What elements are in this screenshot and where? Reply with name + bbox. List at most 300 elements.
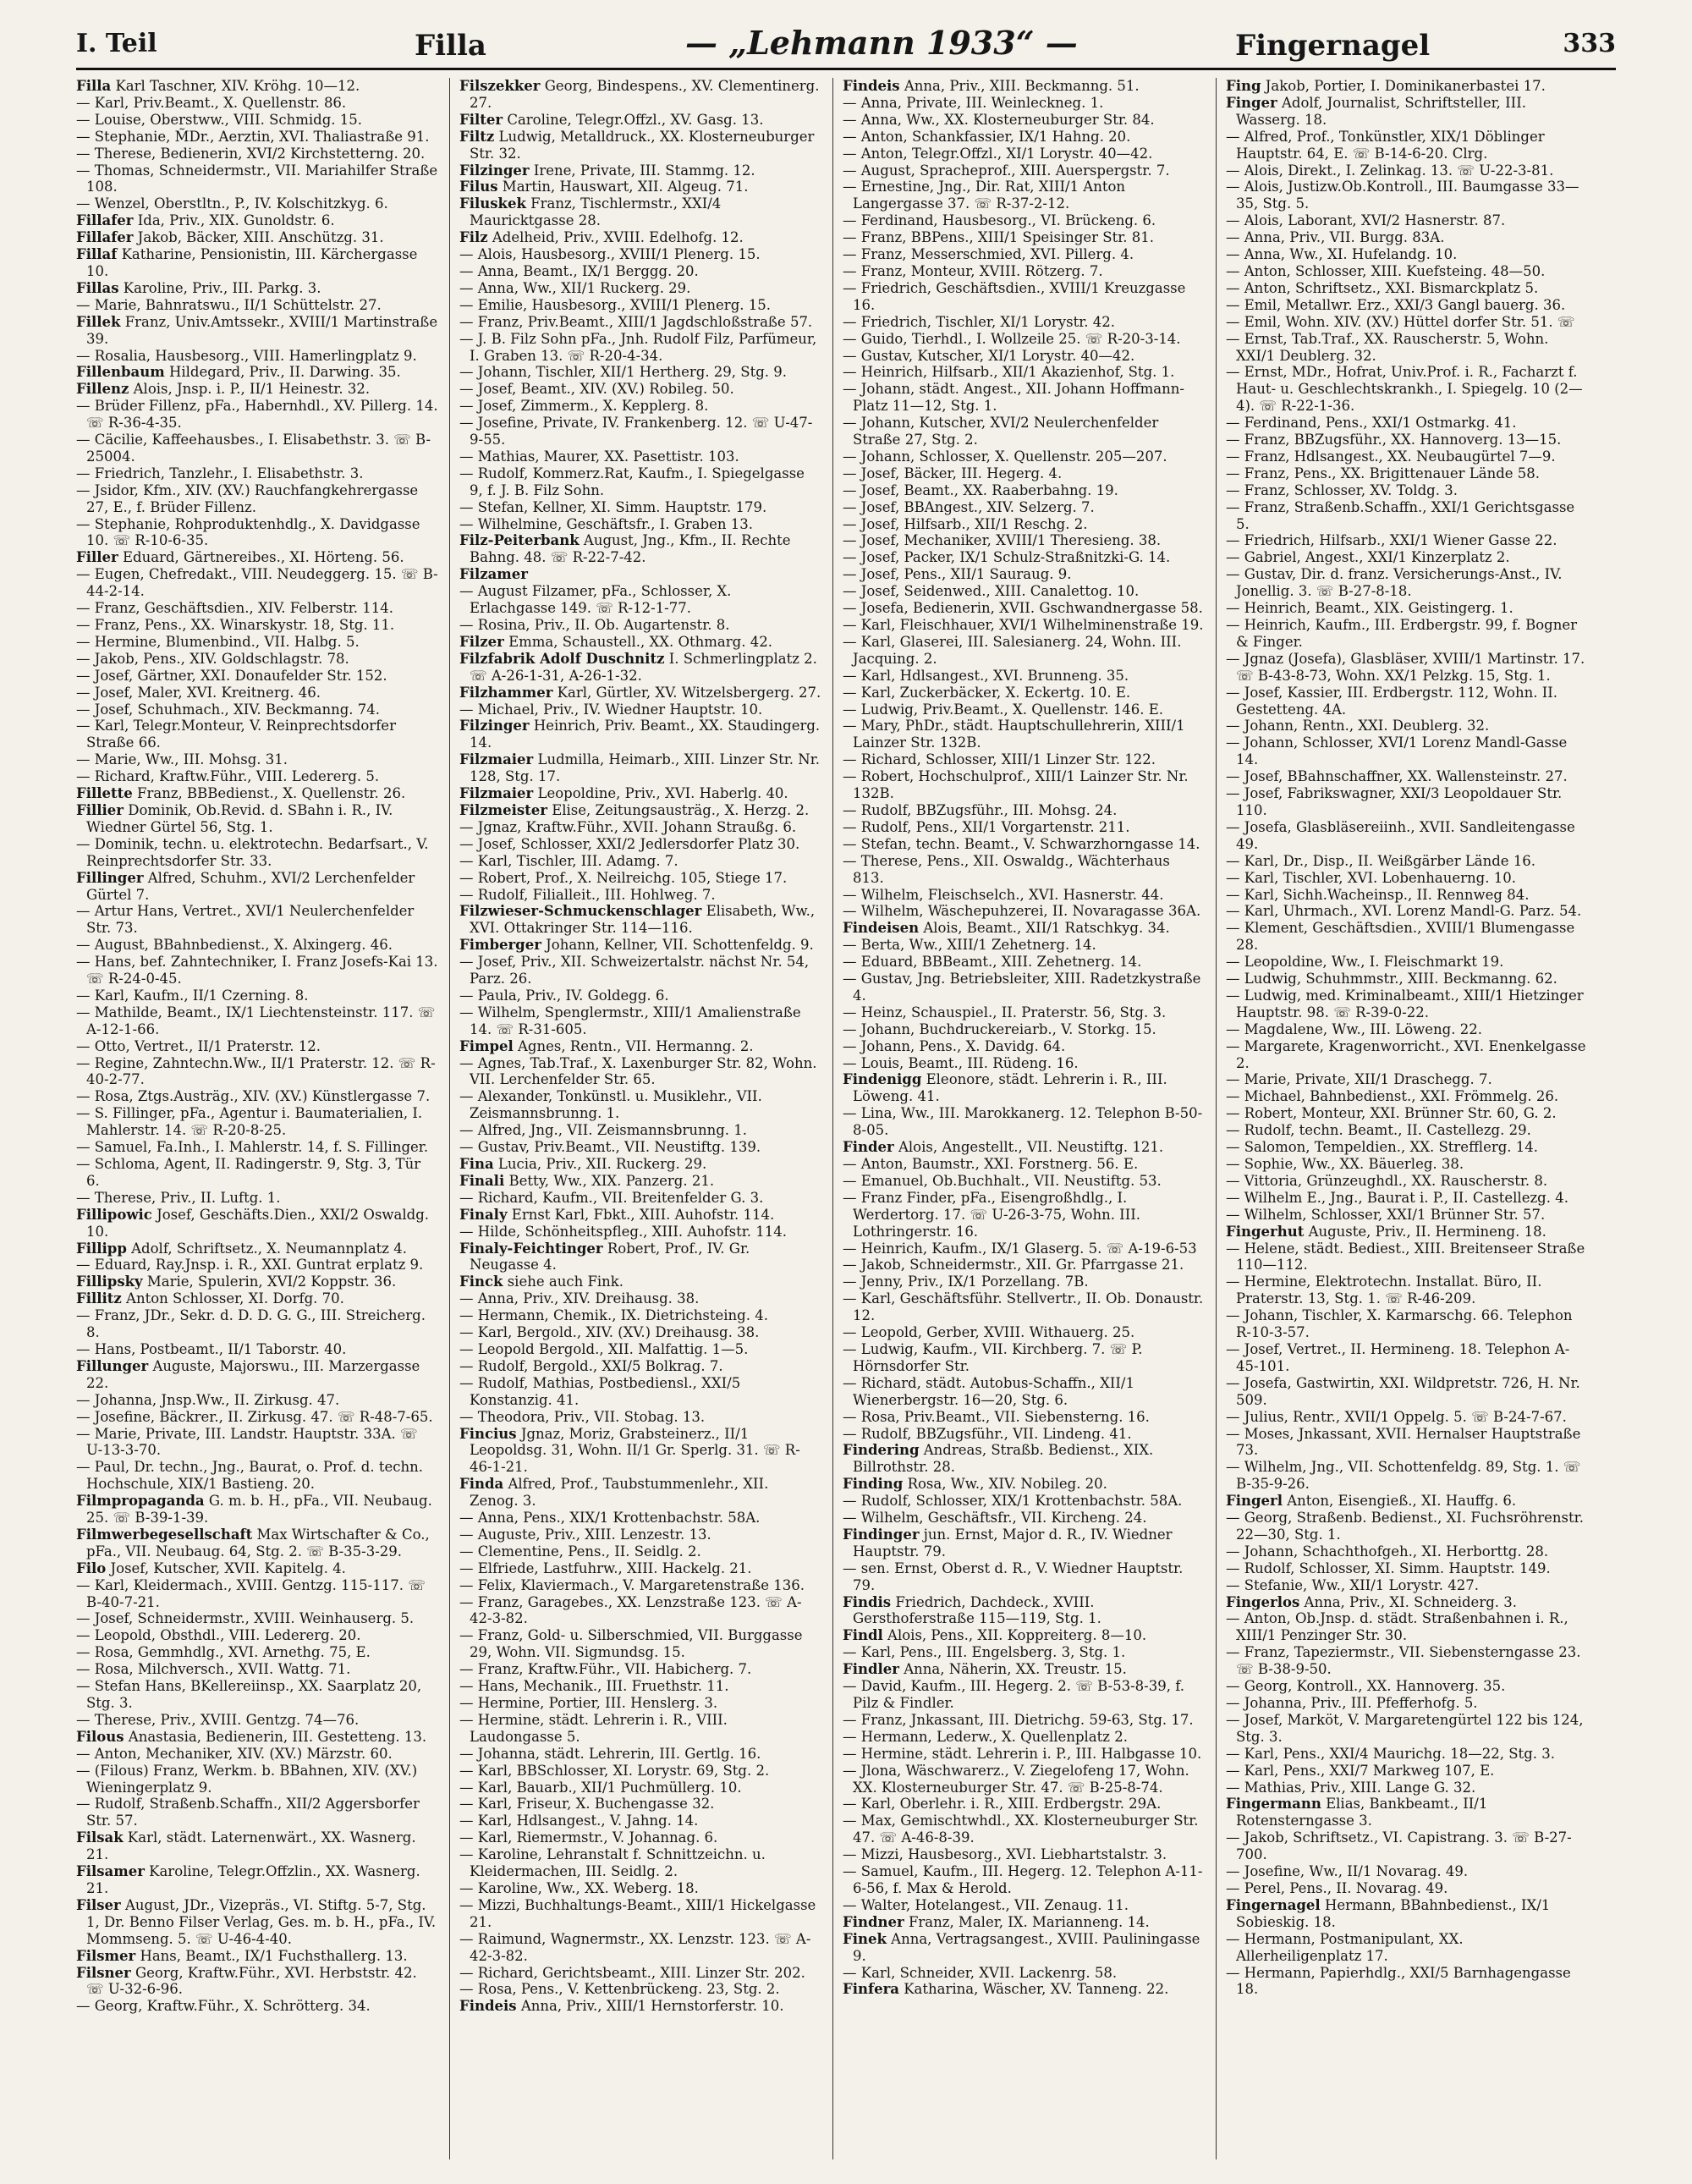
directory-entry — [1226, 78, 1588, 95]
column-1 — [76, 78, 438, 2159]
column-3 — [843, 78, 1205, 2159]
directory-entry — [76, 229, 438, 246]
entry-details: — Ludwig, Priv.Beamt., X. Quellenstr. 146. E. — [843, 701, 1163, 718]
entry-details: — Josef, Fabrikswagner, XXI/3 Leopoldauer Str. 110. — [1226, 785, 1563, 818]
directory-entry — [843, 1931, 1205, 1965]
directory-entry — [843, 701, 1205, 718]
directory-entry — [459, 499, 821, 516]
directory-entry — [459, 179, 821, 195]
entry-details: — Heinrich, Kaufm., III. Erdbergstr. 99, f. Bogner & Finger. — [1226, 617, 1577, 650]
entry-details: Lucia, Priv., XII. Ruckerg. 29. — [497, 1156, 707, 1172]
directory-entry — [843, 1981, 1205, 1998]
entry-details: — Josef, Priv., XII. Schweizertalstr. nächst Nr. 54, Parz. 26. — [459, 954, 810, 987]
entry-details: Auguste, Majorswu., III. Marzergasse 22. — [86, 1357, 420, 1391]
entry-details: — Jgnaz, Kraftw.Führ., XVII. Johann Straußg. 6. — [459, 818, 797, 835]
directory-entry — [459, 314, 821, 331]
entry-surname: Findl — [843, 1627, 883, 1644]
entry-details: — Salomon, Tempeldien., XX. Strefflerg. 14. — [1226, 1139, 1539, 1156]
entry-details: — Franz Finder, pFa., Eisengroßhdlg., I. Werdertorg. 17. ☏ U-26-3-75, Wohn. III. Lothringerstr. 16. — [843, 1189, 1140, 1240]
entry-details: — Georg, Kontroll., XX. Hannoverg. 35. — [1226, 1678, 1506, 1695]
entry-surname: Filsner — [76, 1964, 131, 1981]
entry-details: — Emil, Wohn. XIV. (XV.) Hüttel dorfer Str. 51. ☏ — [1226, 313, 1575, 330]
directory-entry — [459, 1998, 821, 2015]
entry-details: — Ferdinand, Hausbesorg., VI. Brückeng. 6. — [843, 212, 1156, 229]
directory-entry — [459, 1527, 821, 1543]
column-divider — [832, 78, 833, 2159]
directory-entry — [459, 1712, 821, 1746]
entry-details: — Karl, Bergold., XIV. (XV.) Dreihausg. 38. — [459, 1324, 760, 1341]
entry-details: — Wilhelm, Jng., VII. Schottenfeldg. 89, Stg. 1. ☏ B-35-9-26. — [1226, 1459, 1581, 1493]
entry-details: — Hermine, städt. Lehrerin i. R., VIII. Laudongasse 5. — [459, 1711, 728, 1745]
directory-entry — [843, 179, 1205, 212]
directory-entry — [1226, 1459, 1588, 1493]
entry-details: — Heinrich, Kaufm., IX/1 Glaserg. 5. ☏ A-19-6-53 — [843, 1240, 1197, 1257]
directory-entry — [459, 1341, 821, 1358]
directory-entry — [459, 1375, 821, 1409]
entry-details: — Karl, Uhrmach., XVI. Lorenz Mandl-G. Parz. 54. — [1226, 903, 1582, 920]
entry-details: Georg, Kraftw.Führ., XVI. Herbststr. 42. ☏ U-32-6-96. — [86, 1964, 417, 1998]
entry-details: Friedrich, Dachdeck., XVIII. Gersthoferstraße 115—119, Stg. 1. — [853, 1593, 1101, 1627]
entry-details: — Elfriede, Lastfuhrw., XIII. Hackelg. 21. — [459, 1560, 752, 1576]
directory-entry — [843, 937, 1205, 954]
directory-entry — [1226, 263, 1588, 280]
entry-details: — Richard, Kraftw.Führ., VIII. Ledererg. 5. — [76, 768, 380, 785]
directory-entry — [459, 1307, 821, 1324]
directory-entry — [843, 1055, 1205, 1072]
entry-details: — August, Spracheprof., XIII. Auerspergstr. 7. — [843, 162, 1170, 179]
entry-surname: Filz — [459, 229, 488, 246]
directory-entry — [1226, 819, 1588, 853]
directory-entry — [459, 1241, 821, 1274]
entry-surname: Fillenbaum — [76, 364, 165, 381]
directory-entry — [843, 1965, 1205, 1982]
directory-entry — [459, 516, 821, 533]
last-entry-running-head: Fingernagel — [1235, 29, 1431, 63]
directory-entry — [843, 1241, 1205, 1257]
entry-details: — Anton, Mechaniker, XIV. (XV.) Märzstr. 60. — [76, 1745, 393, 1762]
entry-details: — Leopold, Obsthdl., VIII. Ledererg. 20. — [76, 1627, 361, 1644]
directory-entry — [843, 1409, 1205, 1426]
entry-details: — Thomas, Schneidermstr., VII. Mariahilfer Straße 108. — [76, 162, 438, 195]
directory-entry — [843, 482, 1205, 499]
entry-details: — Therese, Priv., XVIII. Gentzg. 74—76. — [76, 1711, 360, 1728]
entry-details: — Stefan, techn. Beamt., V. Schwarzhorngasse 14. — [843, 835, 1200, 852]
entry-details: — Hermann, Papierhdlg., XXI/5 Barnhagengasse 18. — [1226, 1964, 1571, 1998]
directory-entry — [1226, 246, 1588, 263]
directory-entry — [843, 1426, 1205, 1443]
directory-entry — [459, 1627, 821, 1661]
entry-surname: Fingerhut — [1226, 1223, 1305, 1240]
entry-surname: Filla — [76, 78, 112, 94]
entry-details: — Johann, Schachthofgeh., XI. Herborttg. 28. — [1226, 1543, 1549, 1560]
entry-details: — Michael, Bahnbedienst., XXI. Frömmelg. 26. — [1226, 1088, 1559, 1105]
directory-entry — [459, 398, 821, 415]
directory-entry — [843, 246, 1205, 263]
entry-details: — Karl, Zuckerbäcker, X. Eckertg. 10. E. — [843, 684, 1131, 701]
directory-entry — [76, 1678, 438, 1712]
entry-details: — Alois, Laborant, XVI/2 Hasnerstr. 87. — [1226, 212, 1506, 229]
entry-details: — Mathilde, Beamt., IX/1 Liechtensteinstr. 117. ☏ A-12-1-66. — [76, 1004, 436, 1037]
directory-entry — [459, 1156, 821, 1173]
entry-surname: Fillek — [76, 313, 121, 330]
entry-details: — Karl, Kleidermach., XVIII. Gentzg. 115-117. ☏ B-40-7-21. — [76, 1576, 426, 1610]
directory-entry — [1226, 1190, 1588, 1207]
entry-surname: Filzinger — [459, 162, 530, 179]
entry-details: — Franz, Kraftw.Führ., VII. Habicherg. 7. — [459, 1661, 752, 1678]
entry-surname: Finck — [459, 1274, 503, 1290]
entry-details: Caroline, Telegr.Offzl., XV. Gasg. 13. — [507, 111, 764, 128]
entry-details: — Marie, Private, XII/1 Draschegg. 7. — [1226, 1071, 1492, 1088]
entry-details: — Stephanie, M̃Dr., Aerztin, XVI. Thaliastraße 91. — [76, 128, 430, 145]
directory-entry — [843, 1914, 1205, 1931]
entry-details: August, JDr., Vizepräs., VI. Stiftg. 5-7, Stg. 1, Dr. Benno Filser Verlag, Ges. m. b. H., pFa., IV. Mommseng. 5. ☏ U-46-4-40. — [86, 1896, 437, 1947]
directory-entry — [1226, 1510, 1588, 1543]
directory-entry — [843, 566, 1205, 583]
directory-entry — [843, 1038, 1205, 1055]
directory-entry — [1226, 1863, 1588, 1880]
entry-details: — Josef, Schuhmach., XIV. Beckmanng. 74. — [76, 701, 380, 718]
entry-details: — Karl, Geschäftsführ. Stellvertr., II. Ob. Donaustr. 12. — [843, 1290, 1204, 1324]
directory-entry — [1226, 532, 1588, 549]
entry-details: — Josefa, Bedienerin, XVII. Gschwandnergasse 58. — [843, 600, 1203, 617]
entry-details: — Anton, Schankfassier, IX/1 Hahng. 20. — [843, 128, 1131, 145]
directory-entry — [76, 1998, 438, 2015]
entry-details: — Robert, Hochschulprof., XIII/1 Lainzer Str. Nr. 132B. — [843, 768, 1189, 802]
directory-entry — [459, 617, 821, 634]
entry-details: — Dominik, techn. u. elektrotechn. Bedarfsart., V. Reinprechtsdorfer Str. 33. — [76, 835, 429, 869]
entry-details: — Friedrich, Hilfsarb., XXI/1 Wiener Gasse 22. — [1226, 532, 1557, 549]
directory-entry — [76, 297, 438, 314]
entry-details: Anton, Eisengieß., XI. Hauffg. 6. — [1287, 1493, 1517, 1510]
entry-details: Betty, Ww., XIX. Panzerg. 21. — [508, 1172, 715, 1189]
entry-surname: Findenigg — [843, 1071, 922, 1088]
entry-details: — Josef, Schneidermstr., XVIII. Weinhauserg. 5. — [76, 1610, 415, 1627]
entry-details: — Karl, Pens., XXI/4 Maurichg. 18—22, Stg. 3. — [1226, 1745, 1555, 1762]
entry-details: — Josef, Schlosser, XXI/2 Jedlersdorfer Platz 30. — [459, 835, 800, 852]
entry-details: — Mary, PhDr., städt. Hauptschullehrerin, XIII/1 Lainzer Str. 132B. — [843, 718, 1185, 751]
directory-entry — [1226, 1880, 1588, 1897]
entry-details: Anton Schlosser, XI. Dorfg. 70. — [126, 1290, 344, 1307]
entry-details: August, Jng., Kfm., II. Rechte Bahng. 48. ☏ R-22-7-42. — [470, 532, 791, 566]
directory-entry — [459, 887, 821, 904]
directory-entry — [843, 95, 1205, 112]
entry-details: — Rudolf, Mathias, Postbediensl., XXI/5 Konstanzig. 41. — [459, 1374, 741, 1408]
directory-entry — [1226, 1122, 1588, 1139]
entry-details: Josef, Kutscher, XVII. Kapitelg. 4. — [110, 1560, 346, 1576]
directory-entry — [843, 768, 1205, 802]
entry-details: — Hermine, Elektrotechn. Installat. Büro, II. Praterstr. 13, Stg. 1. ☏ R-46-209. — [1226, 1274, 1542, 1307]
entry-details: Alois, Beamt., XII/1 Ratschkyg. 34. — [923, 920, 1170, 937]
entry-surname: Filmwerbegesellschaft — [76, 1526, 253, 1543]
entry-details: — Josef, BBahnschaffner, XX. Wallensteinstr. 27. — [1226, 768, 1568, 785]
directory-entry — [76, 1358, 438, 1392]
directory-entry — [1226, 1763, 1588, 1780]
entry-details: — Jakob, Schneidermstr., XII. Gr. Pfarrgasse 21. — [843, 1257, 1184, 1274]
entry-details: — Louise, Oberstww., VIII. Schmidg. 15. — [76, 111, 363, 128]
entry-details: — Josef, Gärtner, XXI. Donaufelder Str. 152. — [76, 667, 387, 684]
directory-entry — [76, 398, 438, 432]
entry-surname: Fina — [459, 1156, 494, 1172]
entry-details: — Rosa, Gemmhdlg., XVI. Arnethg. 75, E. — [76, 1644, 371, 1661]
entry-details: I. Schmerlingplatz 2. ☏ A-26-1-31, A-26-1-32. — [470, 650, 817, 684]
entry-details: — Karl, Kaufm., II/1 Czerning. 8. — [76, 987, 309, 1004]
directory-entry — [843, 1105, 1205, 1139]
directory-entry — [459, 1038, 821, 1055]
directory-entry — [76, 566, 438, 600]
entry-details: — Rudolf, techn. Beamt., II. Castellezg. 29. — [1226, 1122, 1531, 1139]
directory-entry — [843, 1644, 1205, 1661]
entry-details: — Agnes, Tab.Traf., X. Laxenburger Str. 82, Wohn. VII. Lerchenfelder Str. 65. — [459, 1054, 817, 1088]
directory-entry — [843, 1442, 1205, 1476]
entry-details: — Josef, Hilfsarb., XII/1 Reschg. 2. — [843, 515, 1088, 532]
entry-details: — Ferdinand, Pens., XXI/1 Ostmarkg. 41. — [1226, 415, 1517, 432]
directory-entry — [76, 482, 438, 516]
directory-entry — [76, 146, 438, 162]
directory-entry — [843, 1897, 1205, 1914]
entry-details: Katharina, Wäscher, XV. Tanneng. 22. — [904, 1981, 1169, 1998]
directory-entry — [459, 532, 821, 566]
directory-entry — [1226, 1746, 1588, 1763]
directory-entry — [843, 263, 1205, 280]
entry-surname: Fillipowic — [76, 1206, 152, 1223]
directory-entry — [1226, 465, 1588, 482]
directory-entry — [459, 1880, 821, 1897]
entry-details: — Johann, Tischler, XII/1 Hertherg. 29, Stg. 9. — [459, 364, 788, 381]
entry-details: — Mizzi, Hausbesorg., XVI. Liebhartstalstr. 3. — [843, 1846, 1167, 1863]
entry-surname: Filzmeister — [459, 801, 547, 818]
entry-details: Emma, Schaustell., XX. Othmarg. 42. — [508, 633, 772, 650]
entry-surname: Findeis — [459, 1998, 517, 2015]
directory-entry — [843, 112, 1205, 129]
entry-details: — Gustav, Kutscher, XI/1 Lorystr. 40—42. — [843, 347, 1135, 364]
entry-details: — Jlona, Wäschwarerz., V. Ziegelofeng 17, Wohn. XX. Klosterneuburger Str. 47. ☏ B-25-8-74. — [843, 1762, 1189, 1796]
directory-entry — [1226, 364, 1588, 415]
entry-details: — Josef, Kassier, III. Erdbergstr. 112, Wohn. II. Gestetteng. 4A. — [1226, 684, 1557, 718]
entry-details: — Friedrich, Tanzlehr., I. Elisabethstr. 3. — [76, 465, 364, 481]
directory-entry — [76, 1190, 438, 1207]
entry-details: G. m. b. H., pFa., VII. Neubaug. 25. ☏ B-39-1-39. — [86, 1493, 432, 1527]
entry-details: — Rosa, Priv.Beamt., VII. Siebensterng. 16. — [843, 1408, 1150, 1425]
entry-surname: Filzwieser-Schmuckenschlager — [459, 903, 702, 920]
entry-details: — Wilhelm, Spenglermstr., XIII/1 Amalienstraße 14. ☏ R-31-605. — [459, 1004, 801, 1037]
entry-details: — Georg, Straßenb. Bedienst., XI. Fuchsröhrenstr. 22—30, Stg. 1. — [1226, 1510, 1584, 1543]
directory-entry — [843, 971, 1205, 1004]
directory-entry — [843, 1324, 1205, 1341]
entry-details: — Karl, Sichh.Wacheinsp., II. Rennweg 84. — [1226, 886, 1530, 903]
entry-details: — Jakob, Schriftsetz., VI. Capistrang. 3. ☏ B-27-700. — [1226, 1829, 1572, 1863]
directory-entry — [76, 685, 438, 701]
entry-details: — Johann, Schlosser, XVI/1 Lorenz Mandl-Gasse 14. — [1226, 734, 1568, 768]
entry-details: — Otto, Vertret., II/1 Praterstr. 12. — [76, 1037, 321, 1054]
directory-entry — [76, 1712, 438, 1729]
entry-details: Ludmilla, Heimarb., XIII. Linzer Str. Nr. 128, Stg. 17. — [470, 751, 821, 785]
directory-entry — [843, 583, 1205, 600]
entry-details: — Auguste, Priv., XIII. Lenzestr. 13. — [459, 1526, 711, 1543]
directory-entry — [76, 1965, 438, 1999]
directory-entry — [843, 1173, 1205, 1190]
entry-surname: Finali — [459, 1172, 505, 1189]
entry-surname: Fillitz — [76, 1290, 122, 1307]
column-4 — [1226, 78, 1588, 2159]
directory-entry — [1226, 1021, 1588, 1038]
directory-entry — [76, 1746, 438, 1763]
directory-entry — [843, 162, 1205, 179]
directory-entry — [843, 954, 1205, 971]
entry-details: Adelheid, Priv., XVIII. Edelhofg. 12. — [492, 229, 744, 246]
entry-details: — Rudolf, Straßenb.Schaffn., XII/2 Aggersborfer Str. 57. — [76, 1796, 420, 1829]
directory-entry — [1226, 499, 1588, 533]
directory-entry — [459, 1190, 821, 1207]
directory-entry — [459, 1173, 821, 1190]
directory-entry — [1226, 1173, 1588, 1190]
directory-entry — [843, 685, 1205, 701]
entry-details: — Stefanie, Ww., XII/1 Lorystr. 427. — [1226, 1576, 1479, 1593]
directory-entry — [843, 802, 1205, 819]
directory-entry — [1226, 685, 1588, 718]
directory-entry — [1226, 212, 1588, 229]
entry-details: Anna, Priv., XIII/1 Hernstorferstr. 10. — [520, 1998, 784, 2015]
directory-entry — [459, 1358, 821, 1375]
directory-entry — [76, 1004, 438, 1038]
entry-details: — Franz, Priv.Beamt., XIII/1 Jagdschloßstraße 57. — [459, 313, 813, 330]
entry-details: — Theodora, Priv., VII. Stobag. 13. — [459, 1408, 706, 1425]
part-label: I. Teil — [76, 29, 157, 58]
directory-entry — [843, 1763, 1205, 1796]
directory-entry — [1226, 297, 1588, 314]
header-rule — [76, 68, 1616, 70]
entry-details: — Hermine, städt. Lehrerin i. P., III. Halbgasse 10. — [843, 1745, 1202, 1762]
directory-entry — [459, 1324, 821, 1341]
directory-entry — [843, 1190, 1205, 1241]
directory-entry — [459, 1476, 821, 1510]
directory-entry — [459, 1746, 821, 1763]
directory-entry — [459, 819, 821, 836]
directory-entry — [76, 314, 438, 348]
entry-details: Katharine, Pensionistin, III. Kärchergasse 10. — [86, 246, 418, 279]
directory-entry — [1226, 1088, 1588, 1105]
page-header — [76, 24, 1616, 68]
directory-entry — [459, 987, 821, 1004]
column-2 — [459, 78, 821, 2159]
entry-details: — Alois, Hausbesorg., XVIII/1 Plenerg. 15. — [459, 246, 761, 263]
directory-entry — [76, 1577, 438, 1611]
entry-details: — Jenny, Priv., IX/1 Porzellang. 7B. — [843, 1274, 1089, 1290]
entry-details: Alois, Pens., XII. Koppreiterg. 8—10. — [887, 1627, 1147, 1644]
entry-details: — Klement, Geschäftsdien., XVIII/1 Blumengasse 28. — [1226, 920, 1575, 954]
entry-details: Leopoldine, Priv., XVI. Haberlg. 40. — [537, 785, 788, 802]
directory-entry — [843, 1375, 1205, 1409]
entry-details: — Ludwig, Schuhmmstr., XIII. Beckmanng. 62. — [1226, 971, 1557, 987]
directory-entry — [76, 600, 438, 617]
directory-entry — [76, 1392, 438, 1409]
directory-entry — [843, 1846, 1205, 1863]
directory-entry — [843, 212, 1205, 229]
entry-details: — Rudolf, BBZugsführ., VII. Lindeng. 41. — [843, 1425, 1132, 1442]
entry-details: Jgnaz, Moriz, Grabsteinerz., II/1 Leopoldsg. 31, Wohn. II/1 Gr. Sperlg. 31. ☏ R-46-1-21. — [470, 1425, 800, 1476]
entry-details: Josef, Geschäfts.Dien., XXI/2 Oswaldg. 10. — [86, 1206, 430, 1240]
entry-details: — Wilhelmine, Geschäftsfr., I. Graben 13. — [459, 515, 754, 532]
entry-details: — Karl, Oberlehr. i. R., XIII. Erdbergstr. 29A. — [843, 1796, 1162, 1813]
entry-details: — Karl, Hdlsangest., XVI. Brunneng. 35. — [843, 667, 1129, 684]
entry-details: — Josef, Marköt, V. Margaretengürtel 122 bis 124, Stg. 3. — [1226, 1711, 1584, 1745]
directory-entry — [1226, 1307, 1588, 1341]
entry-details: — August Filzamer, pFa., Schlosser, X. Erlachgasse 149. ☏ R-12-1-77. — [459, 583, 732, 617]
directory-entry — [459, 954, 821, 987]
directory-entry — [76, 95, 438, 112]
entry-details: — Franz, Tapeziermstr., VII. Siebensterngasse 23. ☏ B-38-9-50. — [1226, 1644, 1581, 1678]
entry-details: — Heinz, Schauspiel., II. Praterstr. 56, Stg. 3. — [843, 1004, 1167, 1020]
directory-entry — [1226, 1139, 1588, 1156]
entry-details: — (Filous) Franz, Werkm. b. BBahnen, XIV. (XV.) Wieningerplatz 9. — [76, 1762, 418, 1796]
entry-details: Adolf, Journalist, Schriftsteller, III. Wasserg. 18. — [1236, 94, 1526, 128]
directory-entry — [76, 1055, 438, 1089]
entry-surname: Filzer — [459, 633, 504, 650]
entry-details: — Johanna, Jnsp.Ww., II. Zirkusg. 47. — [76, 1391, 340, 1408]
entry-details: — Michael, Priv., IV. Wiedner Hauptstr. 10. — [459, 701, 763, 718]
directory-entry — [459, 1780, 821, 1796]
entry-details: Johann, Kellner, VII. Schottenfeldg. 9. — [546, 937, 814, 954]
directory-entry — [1226, 1780, 1588, 1796]
entry-surname: Fillenz — [76, 381, 129, 398]
entry-details: Alois, Angestellt., VII. Neustiftg. 121. — [898, 1139, 1164, 1156]
directory-entry — [1226, 954, 1588, 971]
directory-entry — [76, 903, 438, 937]
directory-entry — [459, 263, 821, 280]
entry-details: — Anton, Telegr.Offzl., XI/1 Lorystr. 40—42. — [843, 145, 1153, 162]
entry-surname: Finek — [843, 1930, 887, 1947]
entry-details: Anna, Vertragsangest., XVIII. Pauliningasse 9. — [853, 1930, 1200, 1964]
entry-details: Alois, Jnsp. i. P., II/1 Heinestr. 32. — [133, 381, 371, 398]
directory-entry — [76, 246, 438, 280]
entry-details: — Franz, Straßenb.Schaffn., XXI/1 Gerichtsgasse 5. — [1226, 498, 1575, 532]
directory-entry — [1226, 1796, 1588, 1829]
entry-details: Eleonore, städt. Lehrerin i. R., III. Löweng. 41. — [853, 1071, 1167, 1105]
entry-surname: Filzmaier — [459, 785, 534, 802]
directory-entry — [1226, 1038, 1588, 1072]
entry-surname: Filuskek — [459, 195, 526, 212]
directory-entry — [459, 415, 821, 448]
entry-details: — Karl, Glaserei, III. Salesianerg. 24, Wohn. III. Jacquing. 2. — [843, 633, 1182, 667]
directory-entry — [1226, 768, 1588, 785]
entry-details: — Johann, Kutscher, XVI/2 Neulerchenfelder Straße 27, Stg. 2. — [843, 415, 1159, 448]
entry-details: — Anna, Private, III. Weinleckneg. 1. — [843, 94, 1104, 111]
directory-entry — [459, 1560, 821, 1577]
directory-entry — [843, 1290, 1205, 1324]
directory-entry — [76, 195, 438, 212]
entry-details: — Anna, Ww., XX. Klosterneuburger Str. 84. — [843, 111, 1155, 128]
directory-entry — [459, 651, 821, 685]
entry-details: Robert, Prof., IV. Gr. Neugasse 4. — [470, 1240, 750, 1274]
entry-surname: Filzinger — [459, 718, 530, 734]
entry-details: — Hermann, Postmanipulant, XX. Allerheiligenplatz 17. — [1226, 1930, 1464, 1964]
directory-entry — [76, 112, 438, 129]
entry-details: — Anton, Schriftsetz., XXI. Bismarckplatz 5. — [1226, 279, 1539, 296]
entry-details: — Karl, Fleischhauer, XVI/1 Wilhelminenstraße 19. — [843, 617, 1204, 633]
entry-details: — Leopoldine, Ww., I. Fleischmarkt 19. — [1226, 954, 1504, 971]
entry-details: — Karl, Bauarb., XII/1 Puchmüllerg. 10. — [459, 1779, 742, 1796]
entry-details: Elise, Zeitungsausträg., X. Herzg. 2. — [552, 801, 810, 818]
directory-entry — [1226, 971, 1588, 987]
entry-details: — Franz, Pens., XX. Brigittenauer Lände 58. — [1226, 465, 1541, 481]
directory-entry — [459, 1274, 821, 1290]
directory-entry — [1226, 1965, 1588, 1999]
directory-entry — [843, 853, 1205, 887]
entry-details: — Hermine, Portier, III. Henslerg. 3. — [459, 1695, 718, 1711]
entry-details: — Karl, Pens., III. Engelsberg. 3, Stg. 1. — [843, 1644, 1126, 1661]
entry-surname: Fingerl — [1226, 1493, 1283, 1510]
directory-entry — [843, 819, 1205, 836]
directory-entry — [459, 1543, 821, 1560]
